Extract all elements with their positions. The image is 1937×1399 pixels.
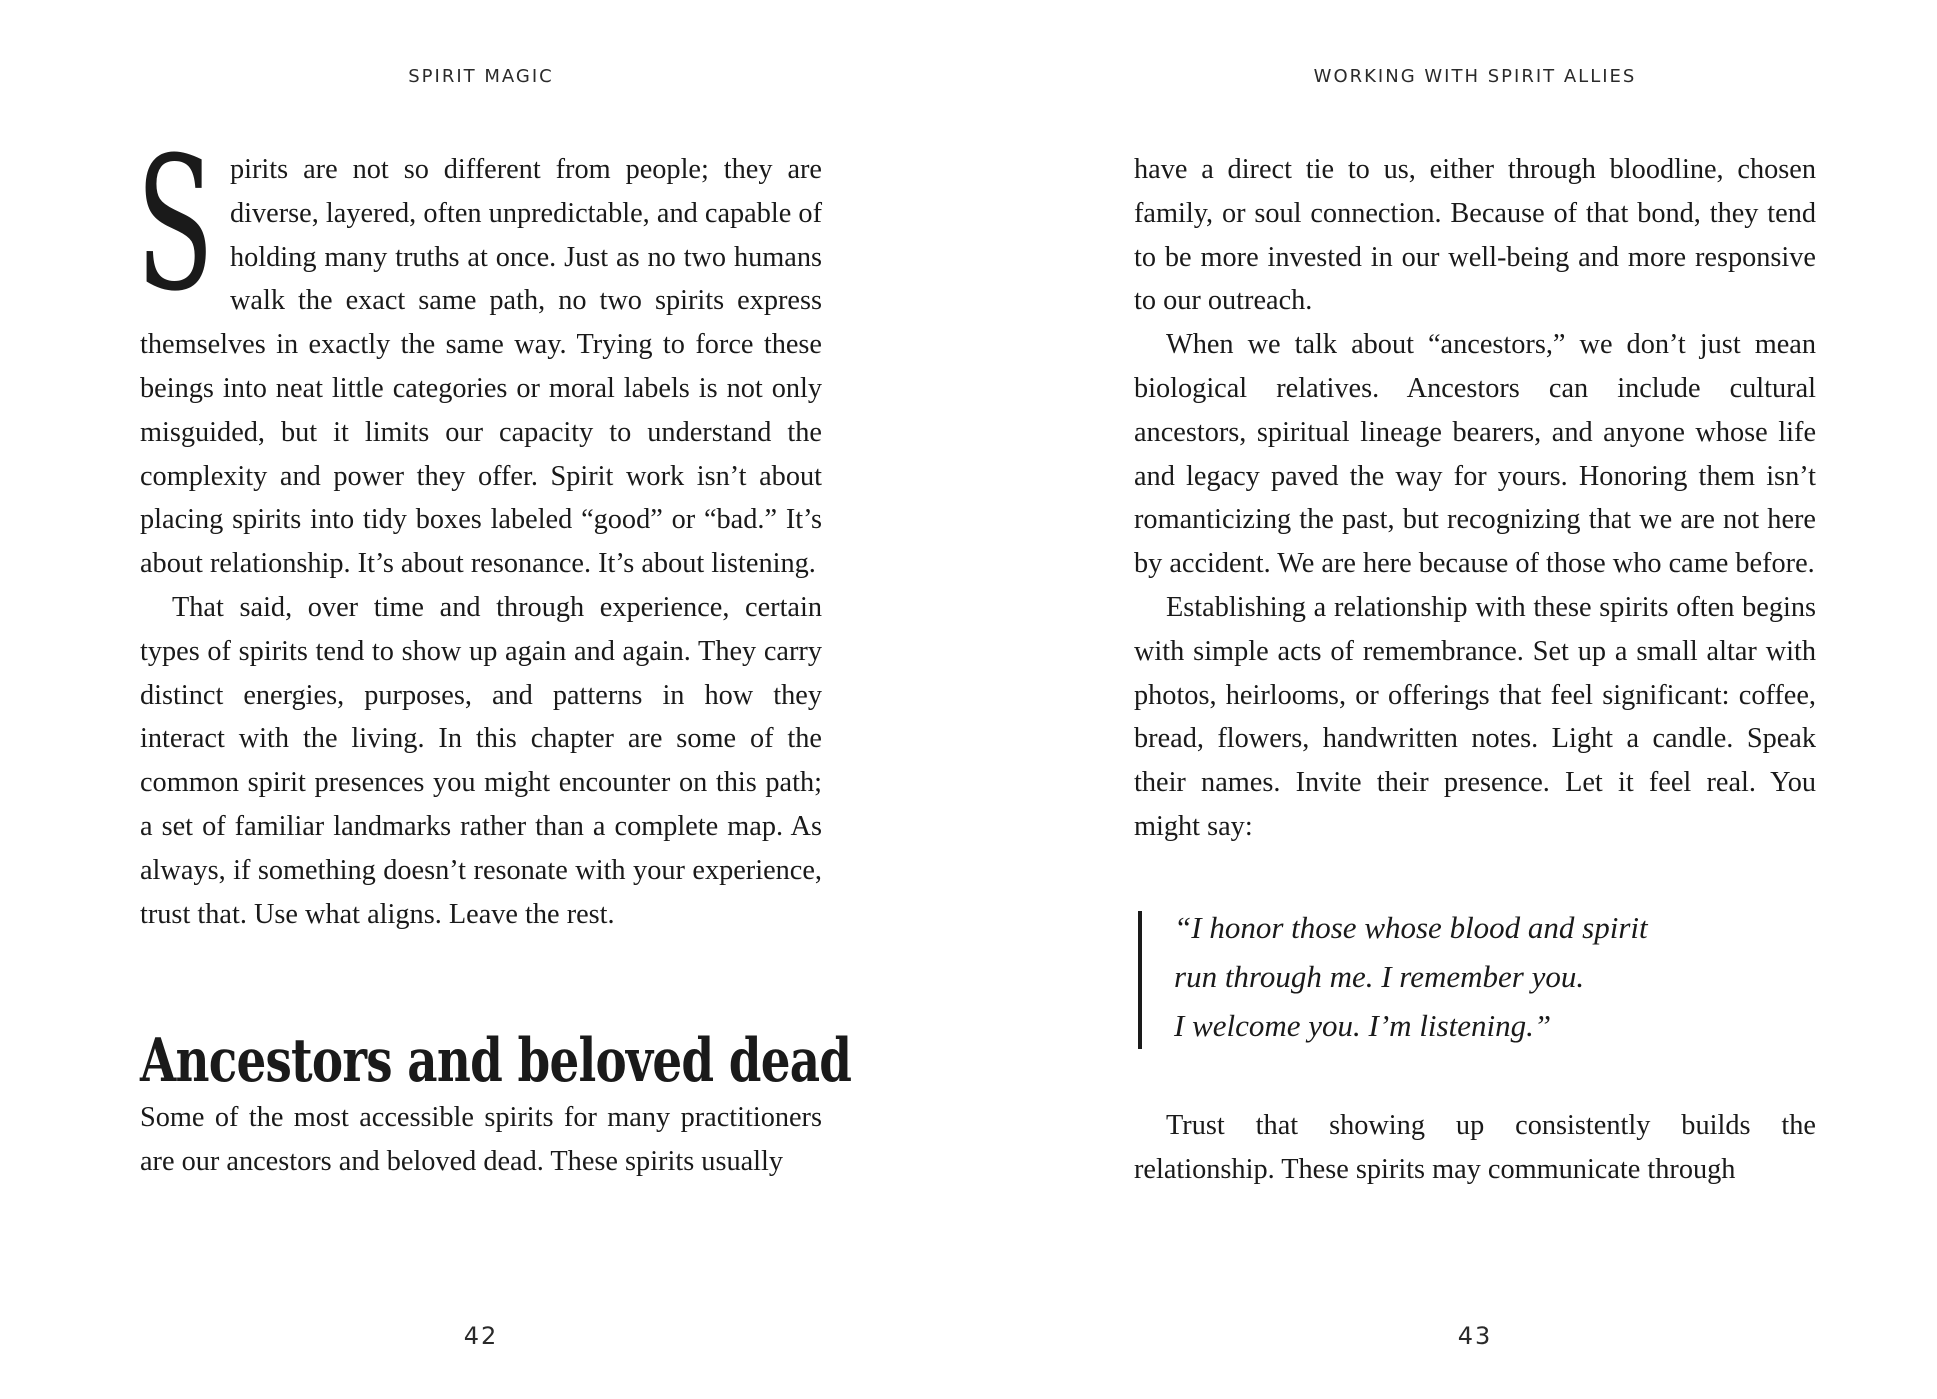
paragraph: That said, over time and through experience, certain types of spirits tend to show up again and again. They carry distinct energies, purposes, and patterns in how they interact with the living. In this chapter are some of the common spirit presences you might encounter on this path; a set of familiar landmarks rather than a complete map. As always, if something doesn’t resonate with your experience, trust that. Use what aligns. Leave the rest.: [140, 591, 822, 930]
paragraph: When we talk about “ancestors,” we don’t just mean biological relatives. Ancestors can include cultural ancestors, spiritual lineage bearers, and anyone whose life and legacy paved the way for yours. Honoring them isn’t romanticizing the past, but recognizing that we are not here by accident. We are here because of those who came before.: [1134, 329, 1816, 580]
opening-paragraph-text: pirits are not so different from people; they are diverse, layered, often unpredictable, and capable of holding many truths at once. Just as no two humans walk the exact same path, no two spirits express themselves in exactly the same way. Trying to force these beings into neat little categories or moral labels is not only misguided, but it limits our capacity to understand the complexity and power they offer. Spirit work isn’t about placing spirits into tidy boxes labeled “good” or “bad.” It’s about relationship. It’s about resonance. It’s about listening.: [140, 154, 822, 580]
section-heading: Ancestors and beloved dead: [140, 1026, 852, 1097]
left-text-block: [136, 118, 852, 1184]
quote-line: run through me. I remember you.: [1174, 958, 1585, 994]
right-page: [968, 0, 1937, 1399]
page-number: 43: [1457, 1322, 1493, 1350]
continued-paragraph: have a direct tie to us, either through bloodline, chosen family, or soul connection. Because of that bond, they tend to be more invested in our well-being and more responsive to our outreach.: [1134, 154, 1816, 317]
block-quote: [1134, 903, 1816, 1050]
left-page: [0, 0, 968, 1399]
paragraph: Establishing a relationship with these spirits often begins with simple acts of remembrance. Set up a small altar with photos, heirlooms, or offerings that feel significant: coffee, bread, flowers, handwritten notes. Light a candle. Speak their names. Invite their presence. Let it feel real. You might say:: [1134, 591, 1816, 842]
page-number: 42: [463, 1322, 499, 1350]
quote-bar: [1138, 911, 1142, 1049]
running-head: SPIRIT MAGIC: [408, 66, 554, 87]
running-head: WORKING WITH SPIRIT ALLIES: [1313, 66, 1637, 87]
opening-paragraph: [136, 118, 822, 586]
drop-cap: S: [136, 118, 215, 332]
right-text-block: [1134, 148, 1816, 1191]
quote-line: I welcome you. I’m listening.”: [1174, 1007, 1552, 1043]
paragraph: Trust that showing up consistently builds the relationship. These spirits may communicate through: [1134, 1109, 1816, 1185]
paragraph: Some of the most accessible spirits for many practitioners are our ancestors and beloved dead. These spirits usually: [140, 1102, 822, 1178]
quote-line: “I honor those whose blood and spirit: [1174, 909, 1648, 945]
